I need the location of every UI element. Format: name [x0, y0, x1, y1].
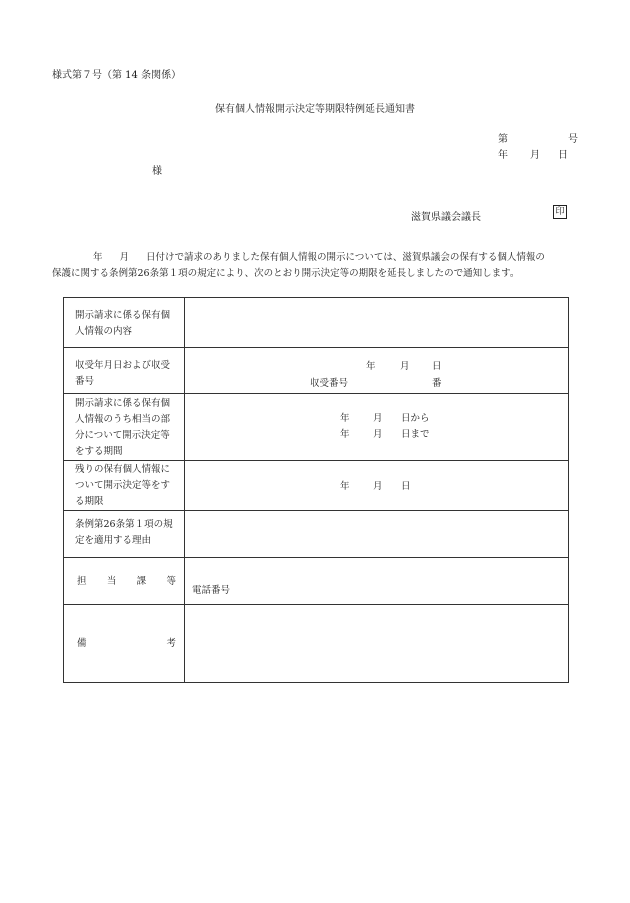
document-title: 保有個人情報開示決定等期限特例延長通知書: [215, 104, 415, 115]
field-reason[interactable]: [185, 511, 569, 558]
row-label-remarks: [64, 605, 185, 683]
addressee-suffix: 様: [152, 166, 162, 177]
date-day: 日: [558, 150, 568, 161]
table-row: [64, 298, 569, 348]
receipt-day: 日: [432, 361, 442, 372]
table-row: [64, 461, 569, 511]
field-receipt[interactable]: [185, 348, 569, 394]
body-line2: 保護に関する条例第26条第１項の規定により、次のとおり開示決定等の期限を延長しましたので通知します。: [52, 268, 520, 279]
row-label-content: 開示請求に係る保有個人情報の内容: [64, 298, 185, 348]
body-year: 年: [93, 252, 103, 263]
period-year-from: 年: [340, 413, 350, 424]
dept-char-4: 等: [166, 576, 176, 587]
table-row: [64, 605, 569, 683]
receipt-year: 年: [366, 361, 376, 372]
remarks-char-2: 考: [166, 638, 176, 649]
table-row: [64, 394, 569, 461]
phone-number-label: 電話番号: [192, 585, 231, 596]
notice-table: [63, 297, 569, 683]
period-month-to: 月: [373, 429, 383, 440]
table-row: [64, 348, 569, 394]
period-to: 日まで: [401, 429, 430, 440]
receipt-number-ban: 番: [432, 378, 442, 389]
dept-char-2: 当: [106, 576, 117, 587]
dept-char-3: 課: [136, 576, 147, 587]
field-remarks[interactable]: [185, 605, 569, 683]
period-from: 日から: [401, 413, 430, 424]
seal-mark: 印: [553, 205, 567, 219]
body-line1: 日付けで請求のありました保有個人情報の開示については、滋賀県議会の保有する個人情報の: [146, 252, 545, 263]
row-label-reason: 条例第26条第１項の規定を適用する理由: [64, 511, 185, 558]
field-department[interactable]: [185, 558, 569, 605]
date-year: 年: [498, 150, 508, 161]
deadline-month: 月: [373, 481, 383, 492]
notice-body: [52, 250, 582, 282]
field-content[interactable]: [185, 298, 569, 348]
row-label-deadline: 残りの保有個人情報について開示決定等をする期限: [64, 461, 185, 511]
form-number: 様式第７号（第 14 条関係）: [52, 70, 182, 81]
field-deadline[interactable]: [185, 461, 569, 511]
row-label-receipt: 収受年月日および収受番号: [64, 348, 185, 394]
receipt-month: 月: [400, 361, 410, 372]
period-month-from: 月: [373, 413, 383, 424]
doc-number-suffix: 号: [568, 134, 578, 145]
table-row: [64, 558, 569, 605]
remarks-char-1: 備: [77, 638, 87, 649]
field-period[interactable]: [185, 394, 569, 461]
doc-number-prefix: 第: [498, 134, 508, 145]
table-row: [64, 511, 569, 558]
dept-char-1: 担: [77, 576, 87, 587]
date-month: 月: [530, 150, 540, 161]
sender-title: 滋賀県議会議長: [411, 212, 481, 223]
deadline-year: 年: [340, 481, 350, 492]
receipt-number-label: 収受番号: [310, 378, 349, 389]
period-year-to: 年: [340, 429, 350, 440]
deadline-day: 日: [401, 481, 411, 492]
row-label-period: 開示請求に係る保有個人情報のうち相当の部分について開示決定等をする期間: [64, 394, 185, 461]
row-label-department: [64, 558, 185, 605]
body-month: 月: [119, 252, 130, 263]
